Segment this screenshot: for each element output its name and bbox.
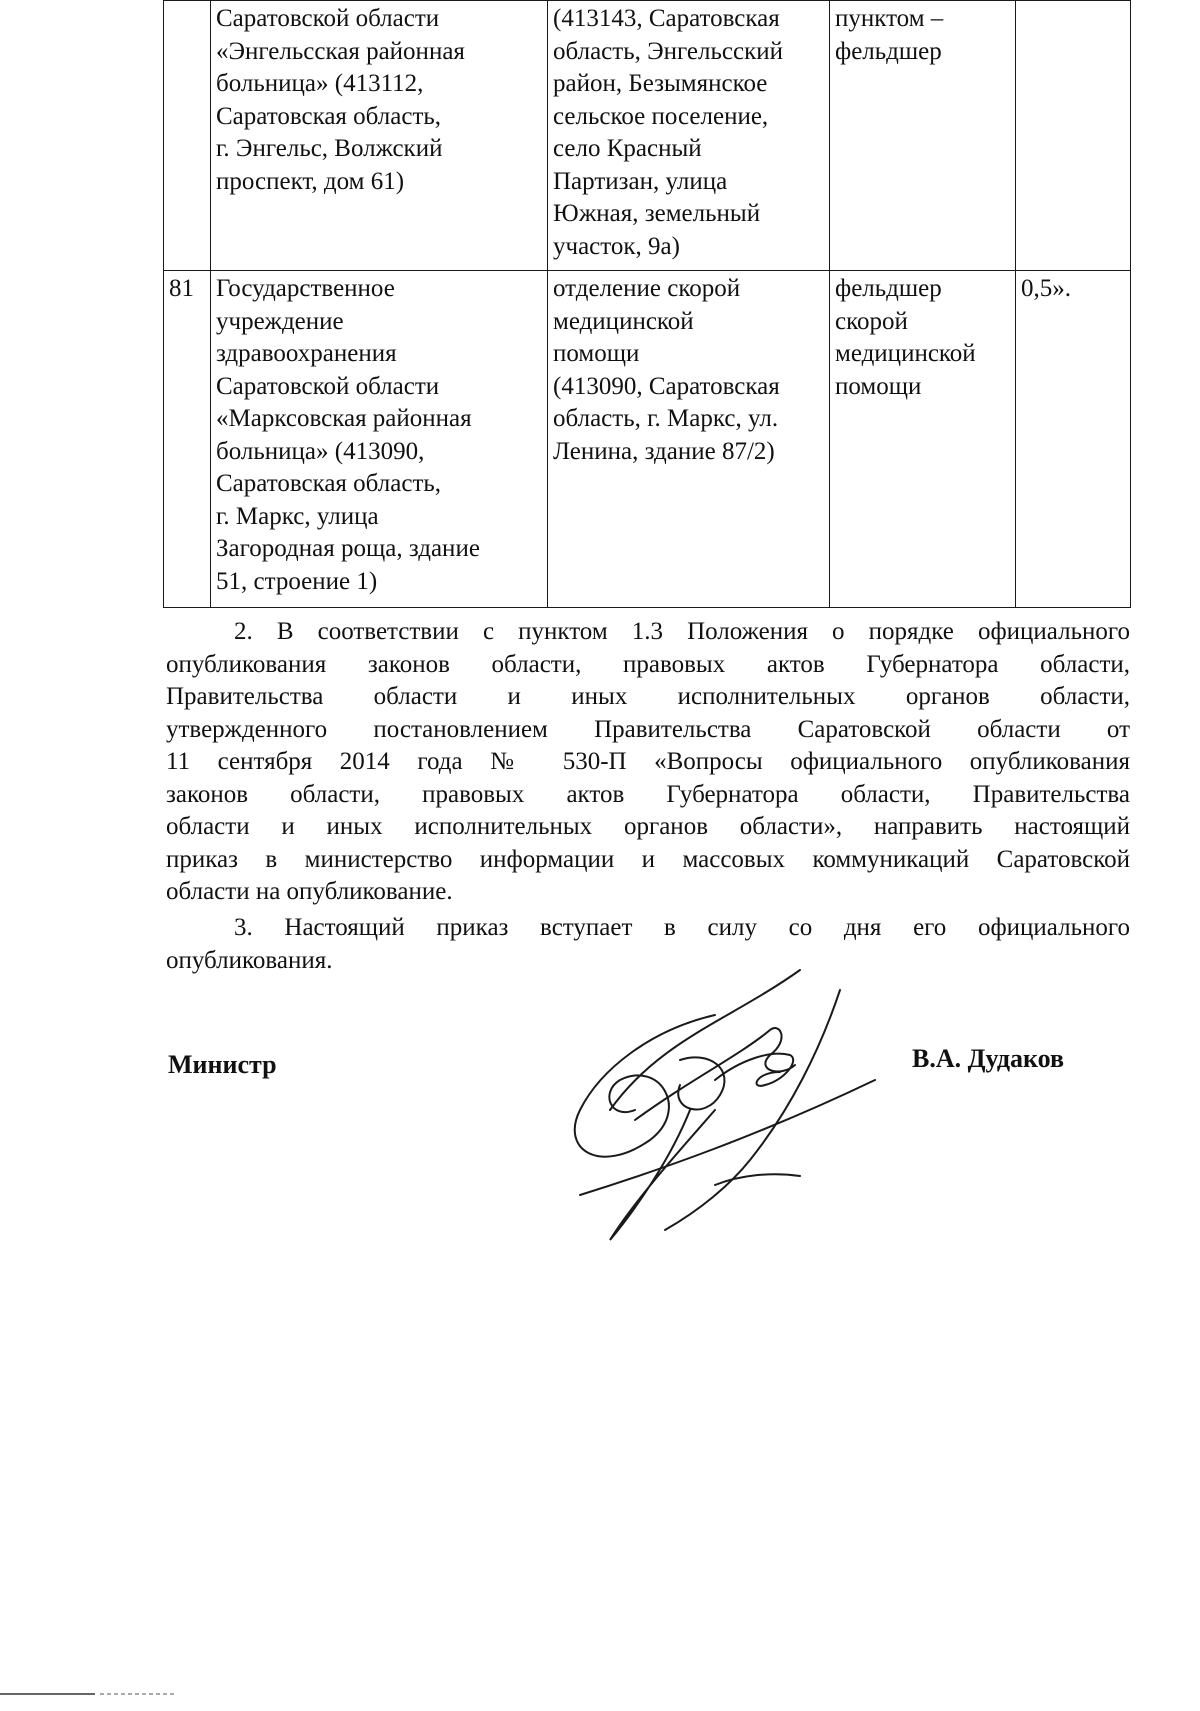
signatory-title: Министр [168, 1050, 277, 1079]
signatory-name: В.А. Дудаков [912, 1044, 1065, 1073]
cell-line: г. Энгельс, Волжский [216, 135, 443, 162]
paragraph-line: законов области, правовых актов Губернатора области, Правительства [166, 780, 1130, 808]
table-row [164, 271, 1131, 608]
row-number-cell [164, 1, 211, 271]
institution-cell [211, 1, 548, 271]
cell-line: Загородная роща, здание [216, 535, 480, 562]
cell-line: больница» (413112, [216, 70, 424, 97]
paragraph-line: опубликования. [166, 946, 333, 974]
paragraph-line: области на опубликование. [166, 878, 453, 905]
cell-line: Ленина, здание 87/2) [553, 437, 775, 465]
cell-line: отделение скорой [553, 275, 741, 302]
scan-edge-marks [0, 1692, 240, 1696]
cell-line: село Красный [553, 135, 702, 162]
paragraph-line: приказ в министерство информации и массовых коммуникаций Саратовской [166, 845, 1130, 873]
cell-line: Партизан, улица [553, 167, 728, 195]
cell-line: Саратовской области [216, 5, 440, 32]
cell-line: область, Энгельсский [553, 37, 783, 65]
cell-line: помощи [835, 372, 922, 400]
cell-line: Саратовской области [216, 372, 440, 400]
cell-line: больница» (413090, [216, 437, 425, 465]
cell-line: 51, строение 1) [216, 567, 378, 595]
cell-line: фельдшер [835, 275, 942, 302]
rate-cell [1016, 1, 1131, 271]
cell-line: сельское поселение, [553, 102, 769, 130]
cell-line: пунктом – [835, 5, 944, 32]
cell-line: скорой [835, 307, 908, 335]
cell-line: медицинской [553, 307, 694, 335]
cell-line: Южная, земельный [553, 200, 761, 227]
unit-cell [548, 271, 830, 608]
cell-line: Саратовская область, [216, 470, 442, 497]
cell-line: (413143, Саратовская [553, 5, 780, 32]
position-cell [830, 1, 1016, 271]
cell-line: здравоохранения [216, 340, 397, 367]
paragraph-line: Правительства области и иных исполнительных органов области, [166, 683, 1130, 710]
cell-line: участок, 9а) [553, 232, 680, 260]
cell-line: фельдшер [835, 37, 942, 65]
cell-line: г. Маркс, улица [216, 502, 379, 530]
cell-line: помощи [553, 340, 640, 367]
positions-table [163, 0, 1131, 608]
paragraph-line: опубликования законов области, правовых актов Губернатора области, [166, 650, 1130, 678]
paragraph-line: 3. Настоящий приказ вступает в силу со дня его официального [234, 914, 1130, 941]
institution-cell [211, 271, 548, 608]
handwritten-signature [540, 960, 900, 1260]
position-cell [830, 271, 1016, 608]
cell-line: Саратовская область, [216, 102, 442, 130]
cell-line: Государственное [216, 275, 395, 302]
unit-cell [548, 1, 830, 271]
paragraph-line: области и иных исполнительных органов области», направить настоящий [166, 813, 1130, 840]
cell-line: медицинской [835, 340, 976, 367]
rate-cell: 0,5». [1016, 271, 1131, 608]
paragraph-line: 11 сентября 2014 года № 530-П «Вопросы официального опубликования [166, 748, 1130, 775]
row-number-cell: 81 [164, 271, 211, 608]
table-row [164, 1, 1131, 271]
paragraph-2 [166, 616, 1130, 909]
cell-line: район, Безымянское [553, 70, 768, 97]
cell-line: «Марксовская районная [216, 405, 472, 432]
paragraph-line: 2. В соответствии с пунктом 1.3 Положения о порядке официального [234, 618, 1130, 645]
cell-line: учреждение [216, 307, 344, 335]
cell-line: (413090, Саратовская [553, 372, 780, 400]
cell-line: область, г. Маркс, ул. [553, 405, 779, 432]
cell-line: «Энгельсская районная [216, 37, 465, 65]
cell-line: проспект, дом 61) [216, 167, 405, 195]
paragraph-line: утвержденного постановлением Правительства Саратовской области от [166, 715, 1130, 743]
